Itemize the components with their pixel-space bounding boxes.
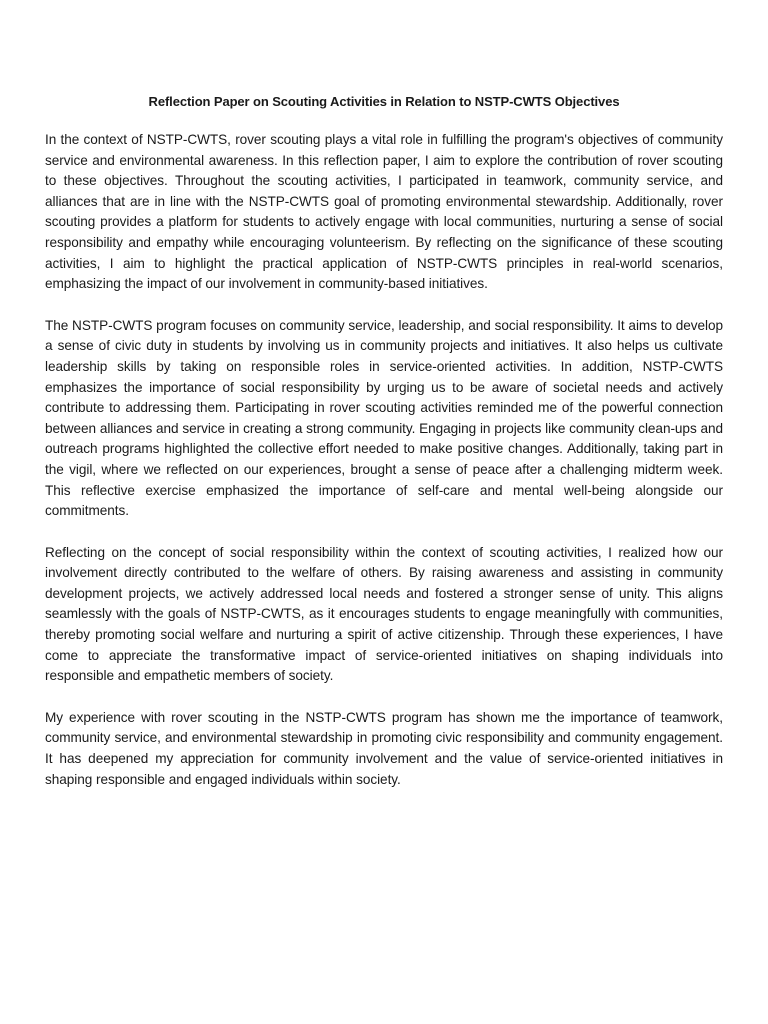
document-page — [45, 93, 723, 811]
document-title: Reflection Paper on Scouting Activities in Relation to NSTP-CWTS Objectives — [148, 94, 620, 109]
paragraph-conclusion: My experience with rover scouting in the NSTP-CWTS program has shown me the importance of teamwork, community service, and environmental stewardship in promoting civic responsibility and community engagement. It has deepened my appreciation for community involvement and the value of service-oriented initiatives in shaping responsible and engaged individuals within society. — [45, 709, 723, 787]
paragraph-social-responsibility: Reflecting on the concept of social responsibility within the context of scouting activities, I realized how our involvement directly contributed to the welfare of others. By raising awareness and assisting in community development projects, we actively addressed local needs and fostered a stronger sense of unity. This aligns seamlessly with the goals of NSTP-CWTS, as it encourages students to engage meaningfully with communities, thereby promoting social welfare and nurturing a spirit of active citizenship. Through these experiences, I have come to appreciate the transformative impact of service-oriented initiatives on shaping individuals into responsible and empathetic members of society. — [45, 544, 723, 684]
paragraph-introduction: In the context of NSTP-CWTS, rover scouting plays a vital role in fulfilling the program's objectives of community service and environmental awareness. In this reflection paper, I aim to explore the contribution of rover scouting to these objectives. Throughout the scouting activities, I participated in teamwork, community service, and alliances that are in line with the NSTP-CWTS goal of promoting environmental stewardship. Additionally, rover scouting provides a platform for students to actively engage with local communities, nurturing a sense of social responsibility and empathy while encouraging volunteerism. By reflecting on the significance of these scouting activities, I aim to highlight the practical application of NSTP-CWTS principles in real-world scenarios, emphasizing the impact of our involvement in community-based initiatives. — [45, 132, 723, 292]
paragraph-program-overview: The NSTP-CWTS program focuses on community service, leadership, and social responsibility. It aims to develop a sense of civic duty in students by involving us in community projects and initiatives. It also helps us cultivate leadership skills by taking on responsible roles in service-oriented activities. In addition, NSTP-CWTS emphasizes the importance of social responsibility by urging us to be aware of societal needs and actively contribute to addressing them. Participating in rover scouting activities reminded me of the powerful connection between alliances and service in creating a strong community. Engaging in projects like community clean-ups and outreach programs highlighted the collective effort needed to make positive changes. Additionally, taking part in the vigil, where we reflected on our experiences, brought a sense of peace after a challenging midterm week. This reflective exercise emphasized the importance of self-care and mental well-being alongside our commitments. — [45, 317, 723, 519]
